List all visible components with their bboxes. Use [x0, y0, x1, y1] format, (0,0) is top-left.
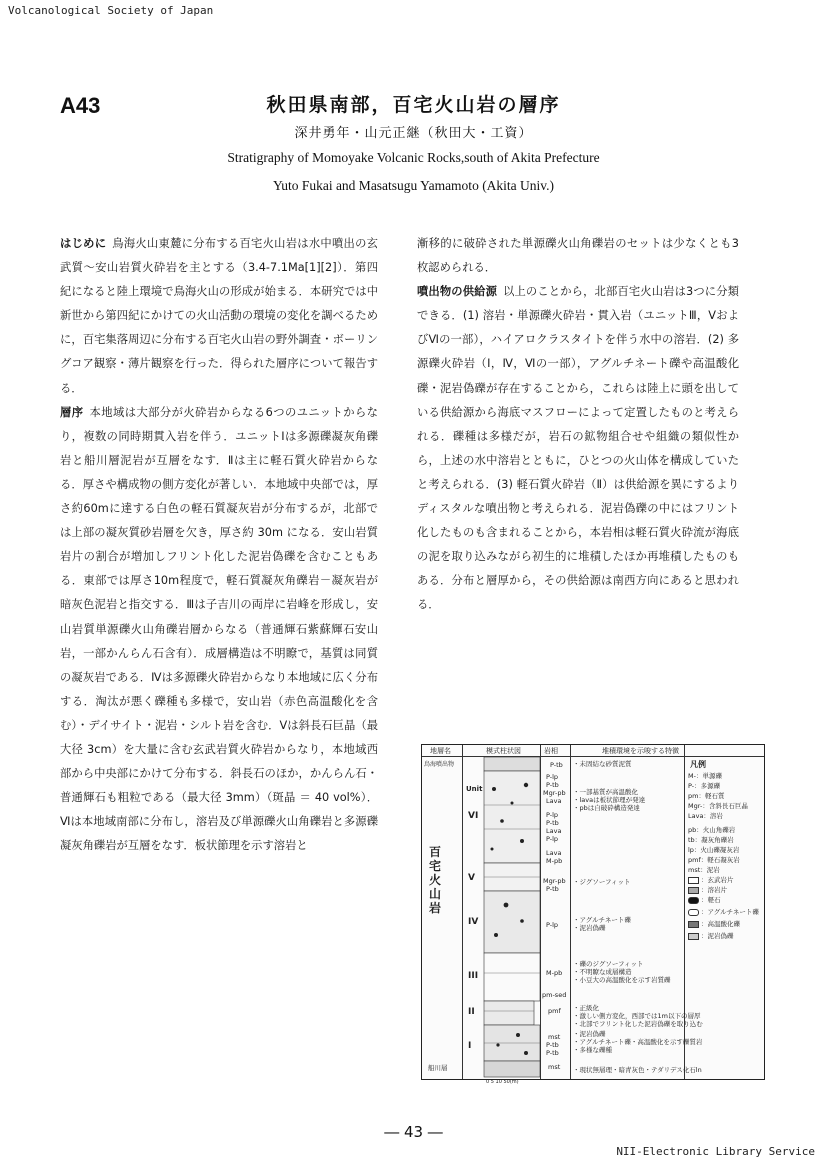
legend-item: P-：多源礫 [688, 782, 721, 790]
feature-note: ・一部基質が高温酸化 [573, 788, 638, 796]
lithology-code: Mgr-pb [543, 877, 566, 885]
feature-note: ・小豆大の高温酸化を示す岩質礫 [573, 976, 671, 984]
formation-top: 鳥海噴出物 [424, 761, 455, 768]
lithology-code: P-tb [546, 1041, 559, 1049]
authors-japanese: 深井勇年・山元正継（秋田大・工資） [294, 126, 533, 141]
legend-item: ：アグルチネート礫 [688, 907, 759, 916]
lithology-code: P-lp [546, 811, 559, 819]
lithology-code: P-tb [546, 781, 559, 789]
scale-bar-label: 0 5 10 50(m) [486, 1079, 519, 1085]
feature-note: ・未固結な砂質泥質 [573, 760, 632, 768]
feature-note: ・北部でフリント化した泥岩偽礫を取り込む [573, 1020, 703, 1028]
left-column [60, 232, 378, 858]
feature-note: ・礫のジグソーフィット [573, 960, 644, 968]
lithology-code: P-lp [546, 921, 559, 929]
unit-label-v: V [468, 873, 475, 883]
unit-label-ii: II [468, 1007, 475, 1017]
footer-service: NII-Electronic Library Service [616, 1145, 815, 1158]
feature-note: ・泥岩偽礫 [573, 1030, 606, 1038]
lithology-code: pm-sed [542, 991, 567, 999]
abstract-id: A43 [60, 93, 101, 118]
legend-item: ：玄武岩片 [688, 875, 734, 884]
lithology-code: Lava [546, 849, 562, 857]
lithology-code: mst [548, 1033, 561, 1041]
header-lithology: 岩相 [544, 747, 558, 755]
lithology-code: P-lp [546, 835, 559, 843]
feature-note: ・pbは自破砕構造発達 [573, 804, 640, 812]
feature-note: ・アグルチネート礫 [573, 916, 631, 924]
title-english: Stratigraphy of Momoyake Volcanic Rocks,south of Akita Prefecture [227, 150, 600, 165]
feature-note: ・現状無層理・暗青灰色・テダリデス化石ln [573, 1066, 702, 1074]
header-column: 模式柱状図 [486, 747, 521, 755]
ejecta-text: 以上のことから，北部百宅火山岩は3つに分類できる．(1) 溶岩・単源礫火砕岩・貫入岩（ユニットⅢ，ⅤおよびⅥの一部），ハイアロクラスタイトを伴う水中の溶岩．(2) 多源礫火砕岩（Ⅰ，Ⅳ，Ⅵの一部），アグルチネート礫や高温酸化礫・泥岩偽礫が存在することから，これらは陸上に頭を出している供給源から海底マスフローによって定置したものと考えられる．礫種は多様だが，岩石の鉱物組合せや組織の類似性から，上述の水中溶岩とともに，ひとつの火山体を構成していたと考えられる．(3) 軽石質火砕岩（Ⅱ）は供給源を異にするよりディスタルな噴出物と考えられる．泥岩偽礫の中にはフリント化したものも含まれることから，本岩相は軽石質火砕流が海底の泥を取り込みながら初生的に堆積したほか再堆積したものもある．分布と層厚から，その供給源は南西方向にあると思われる． [417, 285, 739, 612]
feature-note: ・泥岩偽礫 [573, 924, 606, 932]
intro-heading: はじめに [60, 237, 107, 250]
continued-paragraph [417, 232, 739, 280]
unit-label-vi: VI [468, 811, 479, 821]
legend-item: pm：軽石質 [688, 792, 725, 800]
page-number: ― 43 ― [384, 1123, 443, 1141]
legend-item: tb：凝灰角礫岩 [688, 836, 734, 844]
society-header: Volcanological Society of Japan [8, 4, 214, 17]
authors-english: Yuto Fukai and Masatsugu Yamamoto (Akita Univ.) [272, 178, 555, 193]
lithology-code: M-pb [546, 969, 563, 977]
legend-item: Lava：溶岩 [688, 812, 723, 820]
right-column [417, 232, 739, 618]
legend-item: ：軽石 [688, 895, 721, 904]
ejecta-paragraph [417, 280, 739, 617]
legend-item: ：高温酸化礫 [688, 919, 740, 928]
stratigraphy-paragraph [60, 401, 378, 859]
continued-text: 漸移的に破砕された単源礫火山角礫岩のセットは少なくとも3枚認められる． [417, 237, 739, 275]
lithology-code: M-pb [546, 857, 563, 865]
lithology-code: Lava [546, 797, 562, 805]
feature-note: ・多様な礫種 [573, 1046, 612, 1054]
lithology-code: mst [548, 1063, 561, 1071]
legend-item: ：溶岩片 [688, 885, 727, 894]
header-formation: 地層名 [430, 747, 451, 755]
feature-note: ・不明瞭な成層構造 [573, 968, 632, 976]
legend-item: lp：火山礫凝灰岩 [688, 846, 740, 854]
feature-note: ・lavaは板状節理が発達 [573, 796, 646, 804]
unit-label-iii: III [468, 971, 479, 981]
legend-item: ：泥岩偽礫 [688, 931, 734, 940]
feature-note: ・ジグソーフィット [573, 878, 631, 886]
feature-note: ・アグルチネート礫・高温酸化を示す礫質岩 [573, 1038, 703, 1046]
legend-item: pb：火山角礫岩 [688, 826, 736, 834]
ejecta-heading: 噴出物の供給源 [417, 285, 498, 299]
lithology-code: P-lp [546, 773, 559, 781]
lithology-code: P-tb [546, 885, 559, 893]
legend-item: M-：単源礫 [688, 772, 722, 780]
lithology-code: Mgr-pb [543, 789, 566, 797]
feature-note: ・激しい側方変化，西部では1m以下の層厚 [573, 1012, 701, 1020]
stratigraphy-text: 本地域は大部分が火砕岩からなる6つのユニットからなり，複数の同時期貫入岩を伴う．ユニットⅠは多源礫凝灰角礫岩と船川層泥岩が互層をなす．Ⅱは主に軽石質火砕岩からなる．厚さや構成物の側方変化が著しい．本地域中央部では，厚さ約60mに達する白色の軽石質凝灰岩が分布するが，北部では上部の凝灰質砂岩層を欠き，厚さ約 30m になる．安山岩質岩片の割合が増加しフリント化した泥岩偽礫を含むこともある．東部では厚さ10m程度で，軽石質凝灰角礫岩－凝灰岩が暗灰色泥岩と指交する．Ⅲは子吉川の両岸に岩峰を形成し，安山岩質単源礫火山角礫岩層からなる（普通輝石紫蘇輝石安山岩，一部かんらん石含有）．成層構造は不明瞭で，基質は同質の凝灰岩である．Ⅳは多源礫火砕岩からなり本地域に広く分布する．淘汰が悪く礫種も多様で，安山岩（赤色高温酸化を含む）・デイサイト・泥岩・シルト岩を含む．Ⅴは斜長石巨晶（最大径 3cm）を大量に含む玄武岩質火砕岩からなり，本地域西部から中央部にかけて分布する．斜長石のほか，かんらん石・普通輝石も粗粒である（最大径 3mm）（斑晶 ＝ 40 vol%）．Ⅵは本地域南部に分布し，溶岩及び単源礫火山角礫岩と多源礫凝灰角礫岩が互層をなす．板状節理を示す溶岩と [60, 405, 378, 853]
lithology-code: pmf [548, 1007, 561, 1015]
stratigraphy-heading: 層序 [60, 405, 84, 419]
lithology-code: P-tb [546, 819, 559, 827]
legend-item: pmf：軽石凝灰岩 [688, 856, 740, 864]
unit-word: Unit [466, 785, 483, 793]
lithology-code: P-tb [546, 1049, 559, 1057]
legend-title: 凡例 [690, 760, 706, 769]
title-japanese: 秋田県南部，百宅火山岩の層序 [266, 94, 561, 116]
intro-text: 鳥海火山東麓に分布する百宅火山岩は水中噴出の玄武質～安山岩質火砕岩を主とする（3.4-7.1Ma[1][2]）．第四紀になると陸上環境で鳥海火山の形成が始まる．本研究では中新世から第四紀にかけての火山活動の環境の変化を調べるために，百宅集落周辺に分布する百宅火山岩の野外調査・ボーリングコア観察・薄片観察を行った．得られた層序について報告する． [60, 237, 378, 395]
legend-item: mst：泥岩 [688, 866, 720, 874]
unit-label-i: I [468, 1041, 472, 1051]
lithology-code: Lava [546, 827, 562, 835]
formation-bottom: 船川層 [428, 1064, 448, 1072]
feature-note: ・正級化 [573, 1004, 599, 1012]
unit-label-iv: IV [468, 917, 479, 927]
lithology-code: P-tb [550, 761, 563, 769]
stratigraphic-figure [421, 744, 765, 1085]
intro-paragraph [60, 232, 378, 401]
legend-item: Mgr-：含斜長石巨晶 [688, 802, 748, 810]
formation-main: 百宅火山岩 [428, 845, 441, 915]
header-features: 堆積環境を示唆する特徴 [602, 747, 679, 755]
